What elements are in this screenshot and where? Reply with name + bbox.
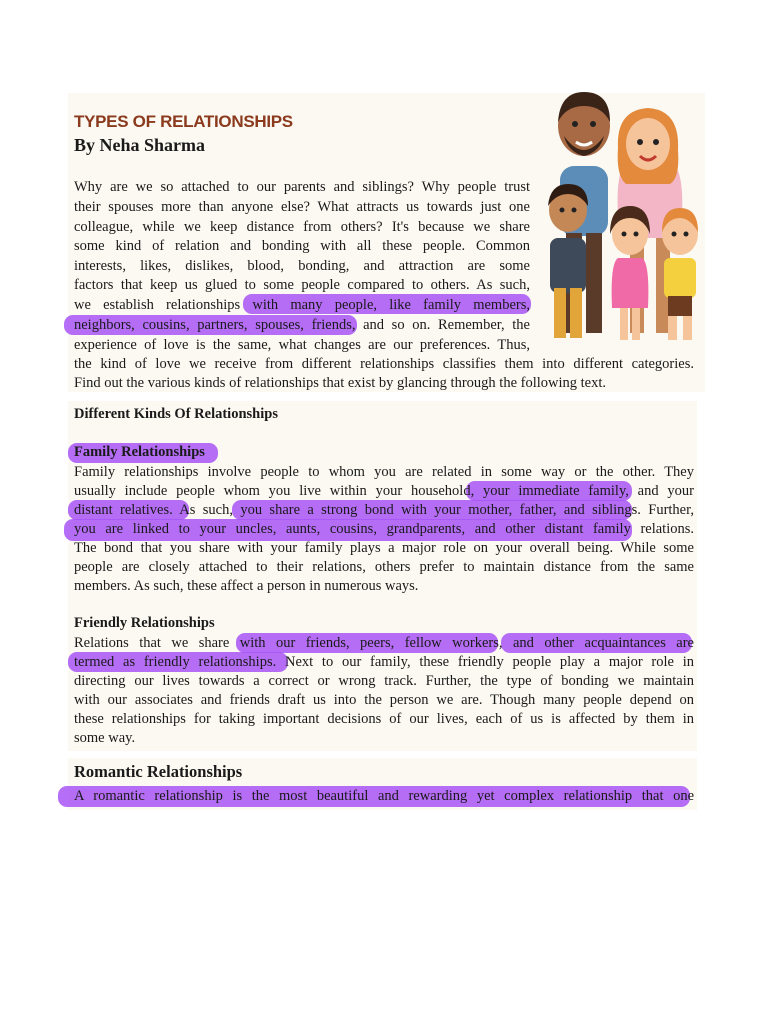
friendly-line: directing our lives towards a correct or wrong track. Further, the type of bonding we maintain [74, 673, 694, 689]
intro-line: their spouses more than anyone else? What attracts us towards just one [74, 199, 530, 215]
romantic-heading: Romantic Relationships [74, 762, 243, 781]
intro-line: we establish relationships with many people, like family members, [74, 297, 530, 313]
article-title: TYPES OF RELATIONSHIPS [74, 112, 293, 131]
family-line: The bond that you share with your family plays a major role on your overall being. While some [74, 540, 694, 556]
family-line: members. As such, these affect a person in numerous ways. [74, 578, 419, 594]
romantic-line: A romantic relationship is the most beautiful and rewarding yet complex relationship that one [74, 788, 694, 804]
intro-line: colleague, while we keep distance from others? It's because we share [74, 219, 530, 235]
friendly-line: Relations that we share with our friends, peers, fellow workers, and other acquaintances are [74, 635, 694, 651]
article-byline: By Neha Sharma [74, 135, 206, 155]
intro-line: some kind of relation and bonding with all these people. Common [74, 238, 530, 254]
friendly-heading: Friendly Relationships [74, 615, 215, 631]
intro-line: neighbors, cousins, partners, spouses, friends, and so on. Remember, the [74, 317, 530, 333]
intro-line: experience of love is the same, what changes are our preferences. Thus, [74, 337, 530, 353]
family-line: usually include people whom you live within your household, your immediate family, and your [74, 483, 694, 499]
intro-line: the kind of love we receive from different relationships classifies them into different categories. [74, 356, 694, 372]
friendly-line: some way. [74, 730, 136, 746]
family-heading: Family Relationships [74, 444, 205, 460]
family-line: you are linked to your uncles, aunts, cousins, grandparents, and other distant family relations. [74, 521, 694, 537]
family-line: Family relationships involve people to whom you are related in some way or the other. They [74, 464, 694, 480]
intro-line: Why are we so attached to our parents and siblings? Why people trust [74, 179, 530, 195]
intro-line: interests, likes, dislikes, blood, bonding, and attraction are some [74, 258, 530, 274]
intro-line: Find out the various kinds of relationships that exist by glancing through the following text. [74, 375, 607, 391]
friendly-line: termed as friendly relationships. Next to our family, these friendly people play a major role in [74, 654, 694, 670]
family-illustration [540, 88, 710, 343]
friendly-line: these relationships for taking important decisions of our lives, each of us is affected by them in [74, 711, 694, 727]
intro-line: factors that keep us glued to some people compared to others. As such, [74, 277, 530, 293]
family-line: people are closely attached to their relations, others prefer to maintain distance from the same [74, 559, 694, 575]
family-line: distant relatives. As such, you share a strong bond with your mother, father, and siblings. Further, [74, 502, 694, 518]
kinds-heading: Different Kinds Of Relationships [74, 406, 278, 422]
friendly-line: with our associates and friends draft us into the person we are. Though many people depend on [74, 692, 694, 708]
